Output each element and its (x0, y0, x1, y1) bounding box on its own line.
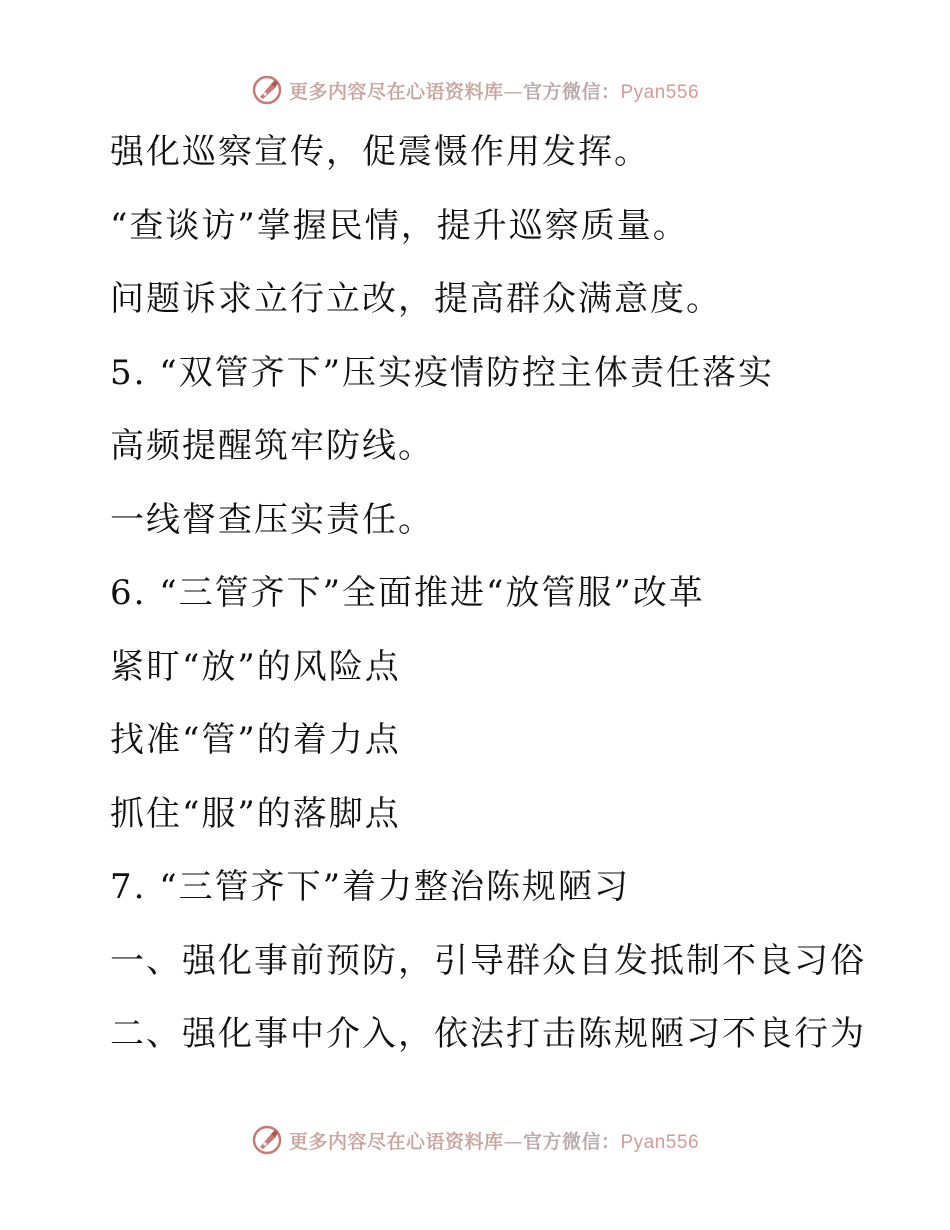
watermark-site-text: 更多内容尽在心语资料库 (288, 80, 504, 103)
watermark-text (289, 1127, 699, 1154)
body-line: 二、强化事中介入，依法打击陈规陋习不良行为 (110, 1014, 866, 1054)
body-line: 问题诉求立行立改，提高群众满意度。 (110, 279, 722, 319)
watermark-official-label: 官方微信： (522, 1130, 621, 1153)
pen-nib-logo-icon (251, 74, 283, 106)
section-heading-6: 6. “三管齐下”全面推进“放管服”改革 (110, 573, 705, 613)
watermark-official-label: 官方微信： (522, 80, 621, 103)
body-line: 一、强化事前预防，引导群众自发抵制不良习俗 (110, 940, 866, 981)
body-line: 抓住“服”的落脚点 (110, 793, 401, 834)
pen-nib-logo-icon (251, 1124, 283, 1156)
body-line: 高频提醒筑牢防线。 (110, 426, 434, 466)
section-heading-7: 7. “三管齐下”着力整治陈规陋习 (110, 867, 631, 907)
header-watermark (0, 70, 950, 110)
section-heading-5: 5. “双管齐下”压实疫情防控主体责任落实 (110, 352, 775, 393)
watermark-text (289, 77, 699, 104)
watermark-wechat-id: Pyan556 (620, 81, 700, 103)
watermark-separator: — (503, 80, 523, 103)
body-line: “查谈访”掌握民情，提升巡察质量。 (110, 205, 689, 246)
document-body (110, 116, 890, 1072)
body-line: 一线督查压实责任。 (110, 499, 434, 540)
watermark-separator: — (503, 1130, 523, 1153)
body-line: 找准“管”的着力点 (110, 720, 401, 760)
body-line: 强化巡察宣传，促震慑作用发挥。 (110, 132, 650, 172)
body-line: 紧盯“放”的风险点 (110, 646, 401, 687)
watermark-wechat-id: Pyan556 (620, 1131, 700, 1153)
footer-watermark (0, 1120, 950, 1160)
watermark-site-text: 更多内容尽在心语资料库 (288, 1130, 504, 1153)
